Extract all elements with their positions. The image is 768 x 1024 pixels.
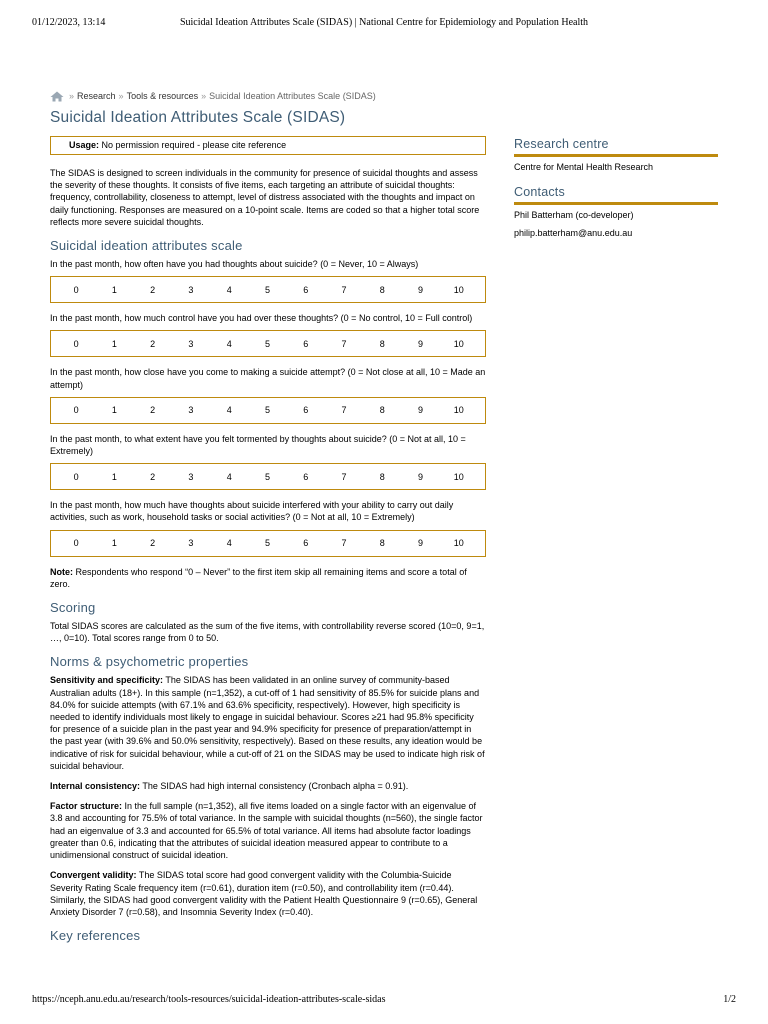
note-text: Respondents who respond “0 – Never” to the first item skip all remaining items and score a total of zero. <box>50 566 467 589</box>
scale-option[interactable]: 10 <box>453 284 464 295</box>
rating-scale-2 <box>50 330 486 357</box>
scale-option[interactable]: 7 <box>341 284 347 295</box>
scale-option[interactable]: 8 <box>379 471 385 482</box>
scale-option[interactable]: 3 <box>188 284 194 295</box>
print-page-title: Suicidal Ideation Attributes Scale (SIDAS) | National Centre for Epidemiology and Population Health <box>179 17 589 28</box>
research-centre-heading: Research centre <box>514 137 718 157</box>
scale-option[interactable]: 7 <box>341 405 347 416</box>
sidebar <box>514 137 718 252</box>
scale-option[interactable]: 1 <box>111 538 117 549</box>
scale-option[interactable]: 3 <box>188 338 194 349</box>
print-url: https://nceph.anu.edu.au/research/tools-resources/suicidal-ideation-attributes-scale-sidas <box>32 994 386 1005</box>
question-3: In the past month, how close have you come to making a suicide attempt? (0 = Not close at all, 10 = Made an attempt) <box>50 367 486 390</box>
breadcrumb-separator: » <box>201 91 207 101</box>
scale-option[interactable]: 0 <box>73 405 79 416</box>
scale-option[interactable]: 6 <box>303 538 309 549</box>
norms-heading: Norms & psychometric properties <box>50 654 249 670</box>
scale-option[interactable]: 5 <box>264 538 270 549</box>
contact-email[interactable]: philip.batterham@anu.edu.au <box>514 228 633 239</box>
scale-option[interactable]: 0 <box>73 284 79 295</box>
scale-option[interactable]: 8 <box>379 338 385 349</box>
scale-option[interactable]: 1 <box>111 471 117 482</box>
question-2: In the past month, how much control have you had over these thoughts? (0 = No control, 10 = Full control) <box>50 313 473 324</box>
scale-option[interactable]: 8 <box>379 405 385 416</box>
usage-label: Usage: <box>69 140 100 150</box>
norms-internal-consistency <box>50 780 486 792</box>
norms-text: In the full sample (n=1,352), all five items loaded on a single factor with an eigenvalue of 3.8 and accounting for 75.5% of total variance. In the sample with suicidal thoughts (n=560), the single factor had an eigenvalue of 3.3 and accounted for 65.5% of total variance. All items had absolute factor loadings greater than 0.6, indicating that the attributes of suicidal ideation measured appear to contribute to a unidimensional construct of suicidal ideation. <box>50 801 483 861</box>
scale-option[interactable]: 9 <box>418 284 424 295</box>
breadcrumb-item-research[interactable]: Research <box>77 91 116 101</box>
scale-option[interactable]: 4 <box>226 538 232 549</box>
scale-option[interactable]: 10 <box>453 338 464 349</box>
scale-option[interactable]: 8 <box>379 538 385 549</box>
home-icon[interactable] <box>50 91 64 102</box>
scale-option[interactable]: 5 <box>264 405 270 416</box>
scale-option[interactable]: 10 <box>453 405 464 416</box>
scale-option[interactable]: 2 <box>150 284 156 295</box>
scale-option[interactable]: 5 <box>264 338 270 349</box>
usage-text: No permission required - please cite reference <box>101 140 287 150</box>
norms-text: The SIDAS had high internal consistency (Cronbach alpha = 0.91). <box>142 781 409 792</box>
usage-box <box>50 136 486 155</box>
scale-option[interactable]: 8 <box>379 284 385 295</box>
print-footer <box>32 994 736 1008</box>
scale-option[interactable]: 1 <box>111 338 117 349</box>
breadcrumb <box>50 89 486 103</box>
scale-option[interactable]: 4 <box>226 338 232 349</box>
scale-option[interactable]: 7 <box>341 471 347 482</box>
contact-name: Phil Batterham (co-developer) <box>514 210 634 221</box>
intro-paragraph: The SIDAS is designed to screen individuals in the community for presence of suicidal thoughts and assess the severity of these thoughts. It consists of five items, each targeting an attribute of suicidal thoughts: frequency, controllability, closeness to attempt, level of distress associated with the thoughts and impact on daily functioning. Responses are measured on a 10-point scale. Items are coded so that a higher total score reflects more severe suicidal thoughts. <box>50 168 480 227</box>
scale-option[interactable]: 6 <box>303 471 309 482</box>
scale-option[interactable]: 5 <box>264 471 270 482</box>
rating-scale-1 <box>50 276 486 303</box>
key-references-heading: Key references <box>50 928 141 944</box>
scale-option[interactable]: 10 <box>453 538 464 549</box>
scoring-paragraph: Total SIDAS scores are calculated as the sum of the five items, with controllability reverse scored (10=0, 9=1, …, 0=10). Total scores range from 0 to 50. <box>50 621 485 644</box>
question-1: In the past month, how often have you had thoughts about suicide? (0 = Never, 10 = Always) <box>50 259 419 270</box>
norms-text: The SIDAS has been validated in an online survey of community-based Australian adults (18+). In this sample (n=1,352), a cut-off of 1 had sensitivity of 85.5% for suicide plans and 84.0% for suicide attempts (with 67.1% and 63.6% specificity, respectively). However, high specificity is needed to identify individuals most likely to engage in suicidal behaviour. Scores ≥21 had 95.8% specificity for presence of a suicide plan in the past year and 94.9% specificity for presence of preparation/attempt in the past year (with 39.6% and 50.0% sensitivity, respectively). Based on these results, any ideation would be indicative of risk for suicidal behaviour, while a cut-off of 21 on the SIDAS may be used to indicate high risk of suicidal behaviour. <box>50 675 485 771</box>
scale-option[interactable]: 9 <box>418 405 424 416</box>
scale-option[interactable]: 6 <box>303 338 309 349</box>
scale-option[interactable]: 5 <box>264 284 270 295</box>
scale-option[interactable]: 4 <box>226 284 232 295</box>
question-4: In the past month, to what extent have you felt tormented by thoughts about suicide? (0 = Not at all, 10 = Extremely) <box>50 433 466 457</box>
scale-option[interactable]: 0 <box>73 471 79 482</box>
scale-option[interactable]: 9 <box>418 471 424 482</box>
scale-option[interactable]: 4 <box>226 471 232 482</box>
scale-option[interactable]: 9 <box>418 538 424 549</box>
breadcrumb-separator: » <box>118 91 124 101</box>
norms-label: Sensitivity and specificity: <box>50 675 164 686</box>
scoring-heading: Scoring <box>50 600 96 616</box>
contacts-heading: Contacts <box>514 185 718 205</box>
scale-option[interactable]: 1 <box>111 284 117 295</box>
norms-text: The SIDAS total score had good convergent validity with the Columbia-Suicide Severity Rating Scale frequency item (r=0.61), duration item (r=0.50), and controllability item (r=0.44). Similarly, the SIDAS had good convergent validity with the Patient Health Questionnaire 9 (r=0.65), General Anxiety Disorder 7 (r=0.58), and Insomnia Severity Index (r=0.40). <box>50 870 478 917</box>
research-centre-block <box>514 137 718 173</box>
scale-option[interactable]: 3 <box>188 471 194 482</box>
note-paragraph <box>50 566 486 590</box>
scale-option[interactable]: 2 <box>150 405 156 416</box>
print-page-number: 1/2 <box>723 994 736 1005</box>
print-date: 01/12/2023, 13:14 <box>32 17 106 28</box>
scale-option[interactable]: 1 <box>111 405 117 416</box>
breadcrumb-separator: » <box>69 91 75 101</box>
scale-heading: Suicidal ideation attributes scale <box>50 238 243 254</box>
norms-convergent-validity <box>50 869 486 918</box>
scale-option[interactable]: 2 <box>150 471 156 482</box>
breadcrumb-item-tools-resources[interactable]: Tools & resources <box>126 91 199 101</box>
scale-option[interactable]: 6 <box>303 405 309 416</box>
scale-option[interactable]: 3 <box>188 405 194 416</box>
norms-factor-structure <box>50 800 486 861</box>
norms-sensitivity <box>50 674 486 772</box>
scale-option[interactable]: 7 <box>341 338 347 349</box>
norms-label: Convergent validity: <box>50 870 137 881</box>
scale-option[interactable]: 10 <box>453 471 464 482</box>
rating-scale-4 <box>50 463 486 490</box>
question-5: In the past month, how much have thoughts about suicide interfered with your ability to carry out daily activities, such as work, household tasks or social activities? (0 = Not at all, 10 = Extremely) <box>50 500 454 523</box>
scale-option[interactable]: 0 <box>73 338 79 349</box>
scale-option[interactable]: 2 <box>150 338 156 349</box>
scale-option[interactable]: 6 <box>303 284 309 295</box>
print-header <box>32 17 736 31</box>
scale-option[interactable]: 3 <box>188 538 194 549</box>
research-centre-item[interactable]: Centre for Mental Health Research <box>514 162 654 172</box>
breadcrumb-current: Suicidal Ideation Attributes Scale (SIDAS) <box>209 91 376 101</box>
scale-option[interactable]: 4 <box>226 405 232 416</box>
page-title: Suicidal Ideation Attributes Scale (SIDAS) <box>50 109 346 126</box>
scale-option[interactable]: 9 <box>418 338 424 349</box>
rating-scale-5 <box>50 530 486 557</box>
rating-scale-3 <box>50 397 486 424</box>
norms-label: Internal consistency: <box>50 781 141 792</box>
norms-label: Factor structure: <box>50 801 123 812</box>
scale-option[interactable]: 0 <box>73 538 79 549</box>
main-content <box>50 89 486 948</box>
scale-option[interactable]: 2 <box>150 538 156 549</box>
contacts-block <box>514 185 718 239</box>
scale-option[interactable]: 7 <box>341 538 347 549</box>
note-label: Note: <box>50 566 73 577</box>
